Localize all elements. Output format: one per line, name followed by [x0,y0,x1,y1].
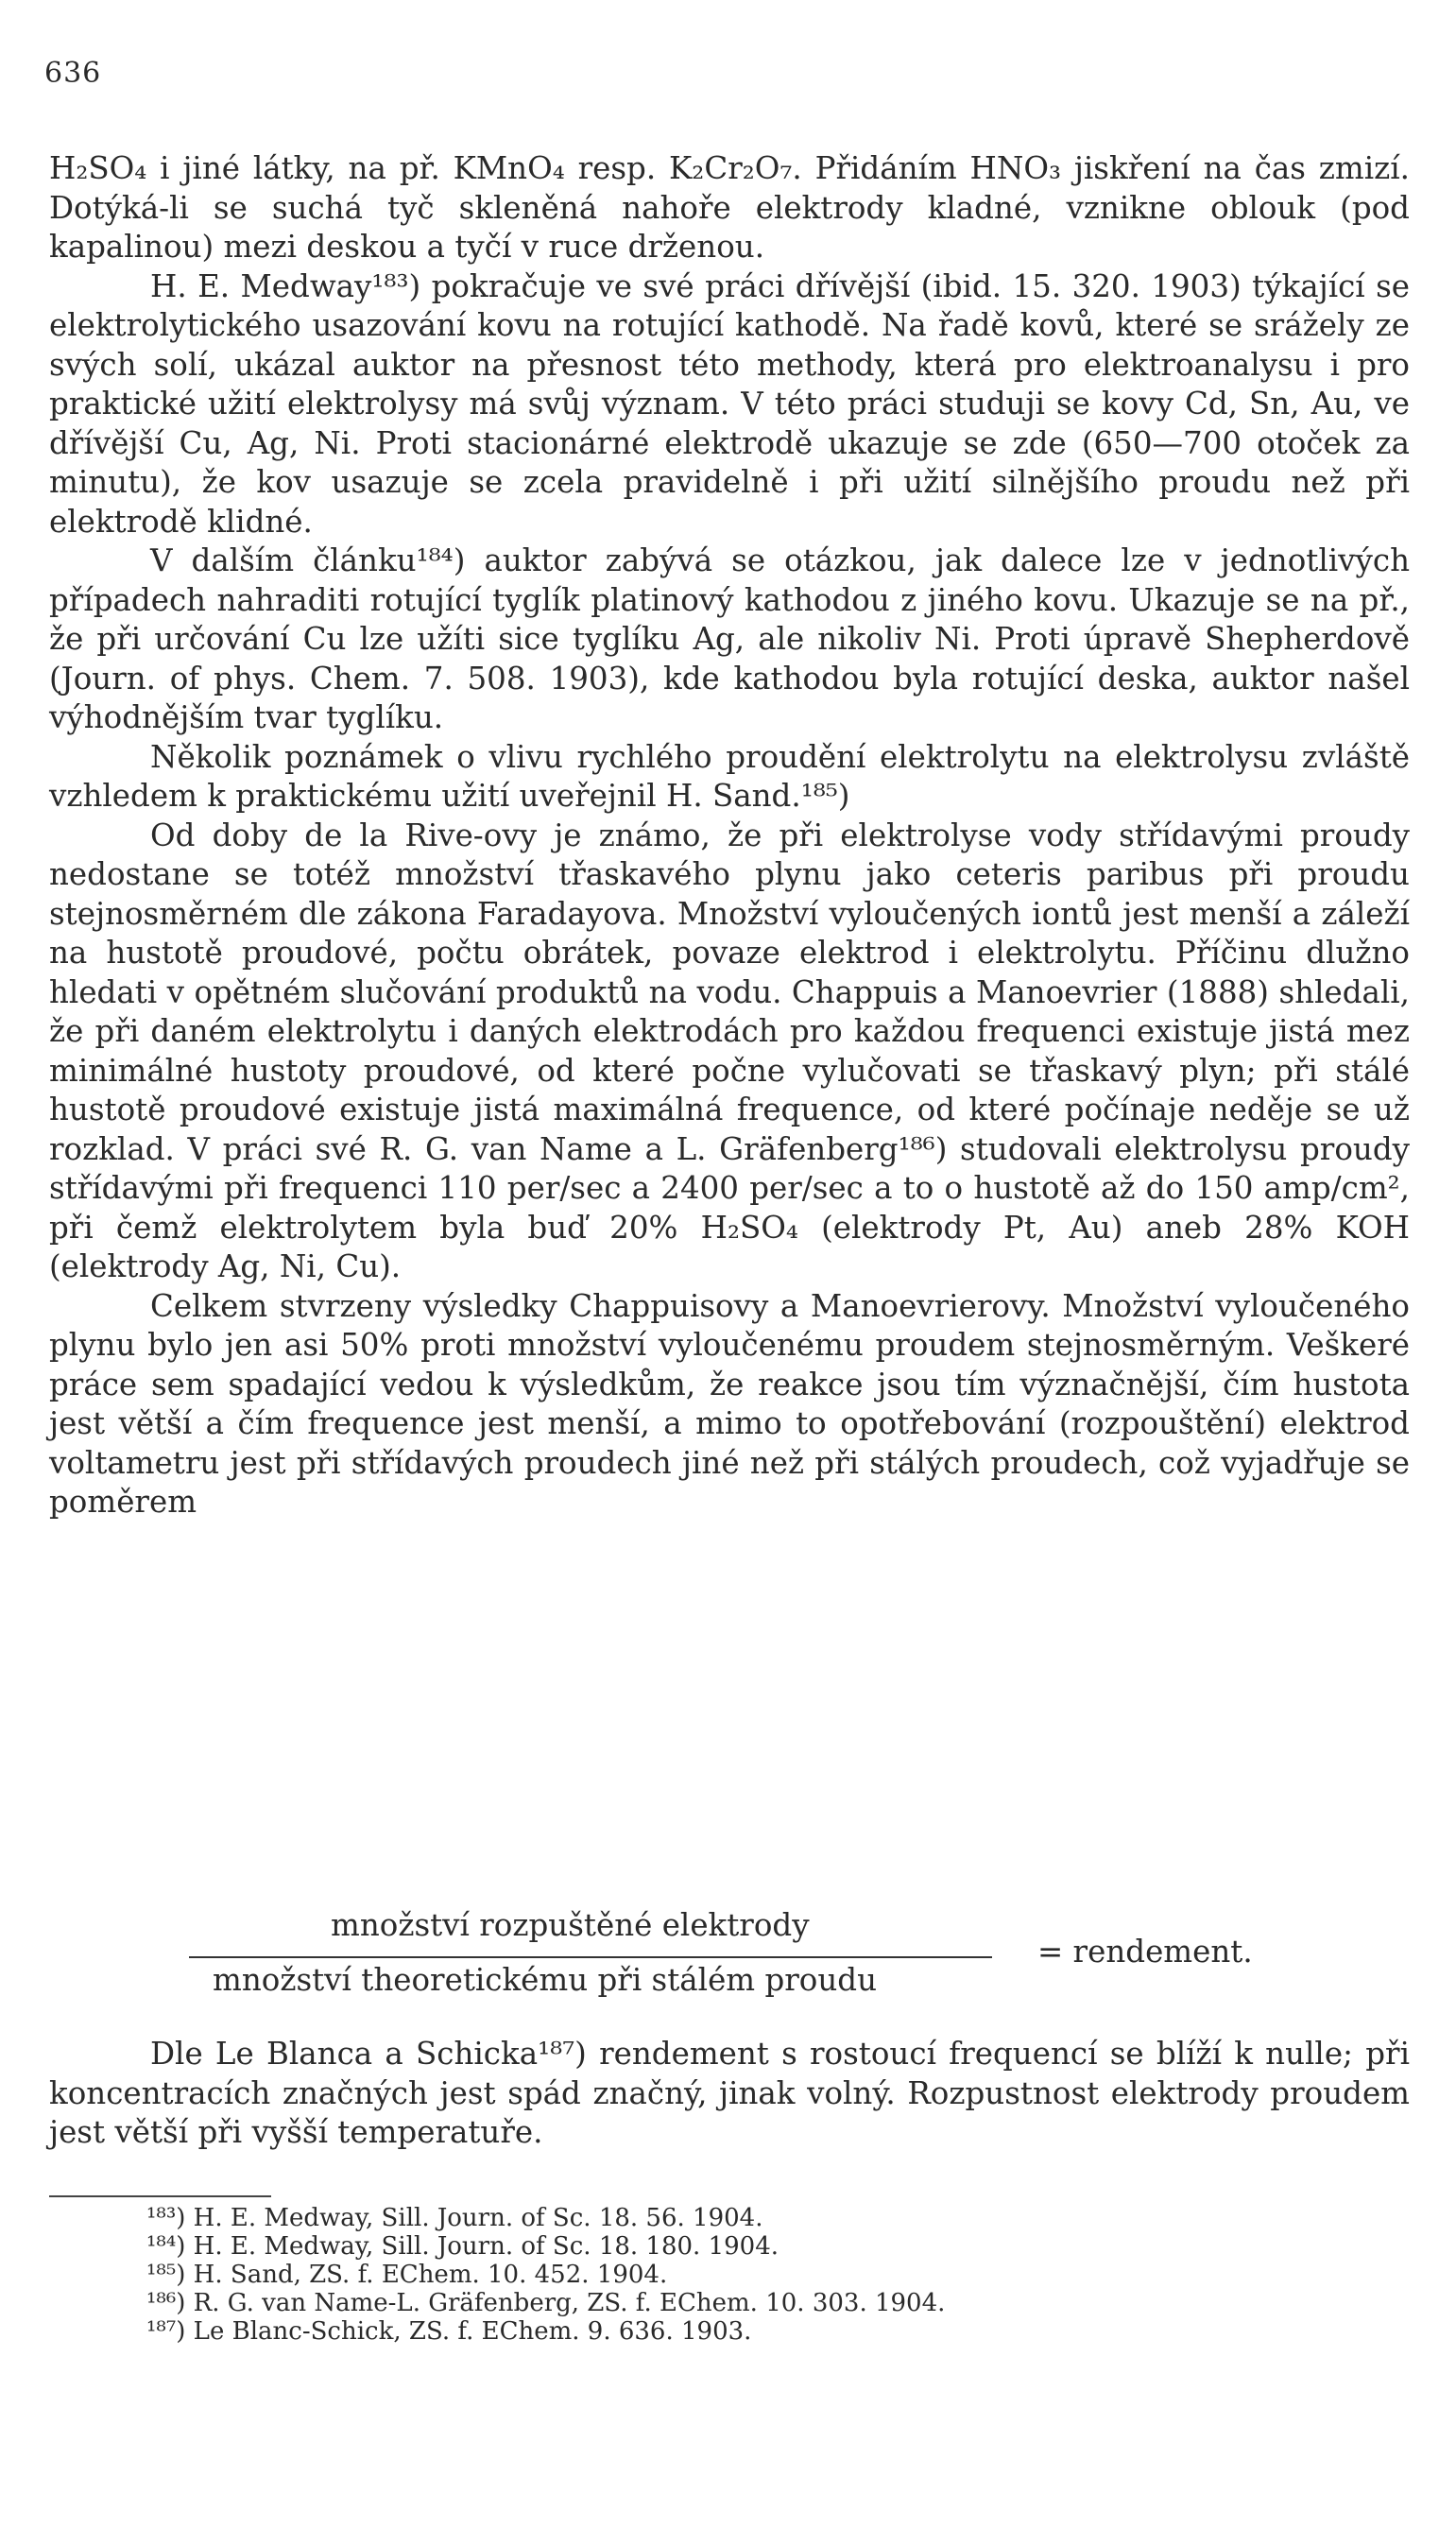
footnote-divider [49,2195,271,2197]
ratio-formula [170,1907,1304,2011]
paragraph-4: Několik poznámek o vlivu rychlého proudění elektrolytu na elektrolysu zvláště vzhledem k praktickému užití uveřejnil H. Sand.¹⁸⁵) [49,738,1410,814]
main-text [49,149,1410,1523]
formula-result: = rendement. [1037,1934,1253,1970]
page-number: 636 [44,57,102,90]
paragraph-7: Dle Le Blanca a Schicka¹⁸⁷) rendement s rostoucí frequencí se blíží k nulle; při koncentracích značných jest spád značný, jinak volný. Rozpustnost elektrody proudem jest větší při vyšší temperatuře. [49,2036,1410,2150]
formula-denominator: množství theoretickému při stálém proudu [213,1962,878,1998]
main-text-continued [49,2035,1410,2153]
fraction-bar [189,1956,992,1958]
footnote-184: ¹⁸⁴) H. E. Medway, Sill. Journ. of Sc. 18. 180. 1904. [146,2232,779,2261]
footnote-186: ¹⁸⁶) R. G. van Name-L. Gräfenberg, ZS. f. EChem. 10. 303. 1904. [146,2289,946,2317]
footnotes [146,2204,1375,2346]
footnote-185: ¹⁸⁵) H. Sand, ZS. f. EChem. 10. 452. 1904. [146,2261,668,2289]
paragraph-1: H₂SO₄ i jiné látky, na př. KMnO₄ resp. K₂Cr₂O₇. Přidáním HNO₃ jiskření na čas zmizí. Dotýká-li se suchá tyč skleněná nahoře elektrody kladné, vznikne oblouk (pod kapalinou) mezi deskou a tyčí v ruce drženou. [49,150,1410,265]
paragraph-3: V dalším článku¹⁸⁴) auktor zabývá se otázkou, jak dalece lze v jednotlivých případech nahraditi rotující tyglík platinový kathodou z jiného kovu. Ukazuje se na př., že při určování Cu lze užíti sice tyglíku Ag, ale nikoliv Ni. Proti úpravě Shepherdově (Journ. of phys. Chem. 7. 508. 1903), kde kathodou byla rotující deska, auktor našel výhodnějším tvar tyglíku. [49,542,1410,735]
footnote-183: ¹⁸³) H. E. Medway, Sill. Journ. of Sc. 18. 56. 1904. [146,2204,763,2232]
paragraph-6: Celkem stvrzeny výsledky Chappuisovy a Manoevrierovy. Množství vyloučeného plynu bylo jen asi 50% proti množství vyloučenému proudem stejnosměrným. Veškeré práce sem spadající vedou k výsledkům, že reakce jsou tím význačnější, čím hustota jest větší a čím frequence jest menší, a mimo to opotřebování (rozpouštění) elektrod voltametru jest při střídavých proudech jiné než při stálých proudech, což vyjadřuje se poměrem [49,1287,1410,1520]
formula-numerator: množství rozpuštěné elektrody [331,1907,810,1943]
paragraph-5: Od doby de la Rive-ovy je známo, že při elektrolyse vody střídavými proudy nedostane se totéž množství třaskavého plynu jako ceteris paribus při proudu stejnosměrném dle zákona Faradayova. Množství vyloučených iontů jest menší a záleží na hustotě proudové, počtu obrátek, povaze elektrod i elektrolytu. Příčinu dlužno hledati v opětném slučování produktů na vodu. Chappuis a Manoevrier (1888) shledali, že při daném elektrolytu i daných elektrodách pro každou frequenci existuje jistá mez minimálné hustoty proudové, od které počne vylučovati se třaskavý plyn; při stálé hustotě proudové existuje jistá maximálná frequence, od které počínaje neděje se už rozklad. V práci své R. G. van Name a L. Gräfenberg¹⁸⁶) studovali elektrolysu proudy střídavými při frequenci 110 per/sec a 2400 per/sec a to o hustotě až do 150 amp/cm², při čemž elektrolytem byla buď 20% H₂SO₄ (elektrody Pt, Au) aneb 28% KOH (elektrody Ag, Ni, Cu). [49,817,1410,1284]
paragraph-2: H. E. Medway¹⁸³) pokračuje ve své práci dřívější (ibid. 15. 320. 1903) týkající se elektrolytického usazování kovu na rotující kathodě. Na řadě kovů, které se srážely ze svých solí, ukázal auktor na přesnost této methody, která pro elektroanalysu i pro praktické užití elektrolysy má svůj význam. V této práci studuji se kovy Cd, Sn, Au, ve dřívější Cu, Ag, Ni. Proti stacionárné elektrodě ukazuje se zde (650—700 otoček za minutu), že kov usazuje se zcela pravidelně i při užití silnějšího proudu než při elektrodě klidné. [49,267,1410,540]
footnote-187: ¹⁸⁷) Le Blanc-Schick, ZS. f. EChem. 9. 636. 1903. [146,2317,752,2346]
